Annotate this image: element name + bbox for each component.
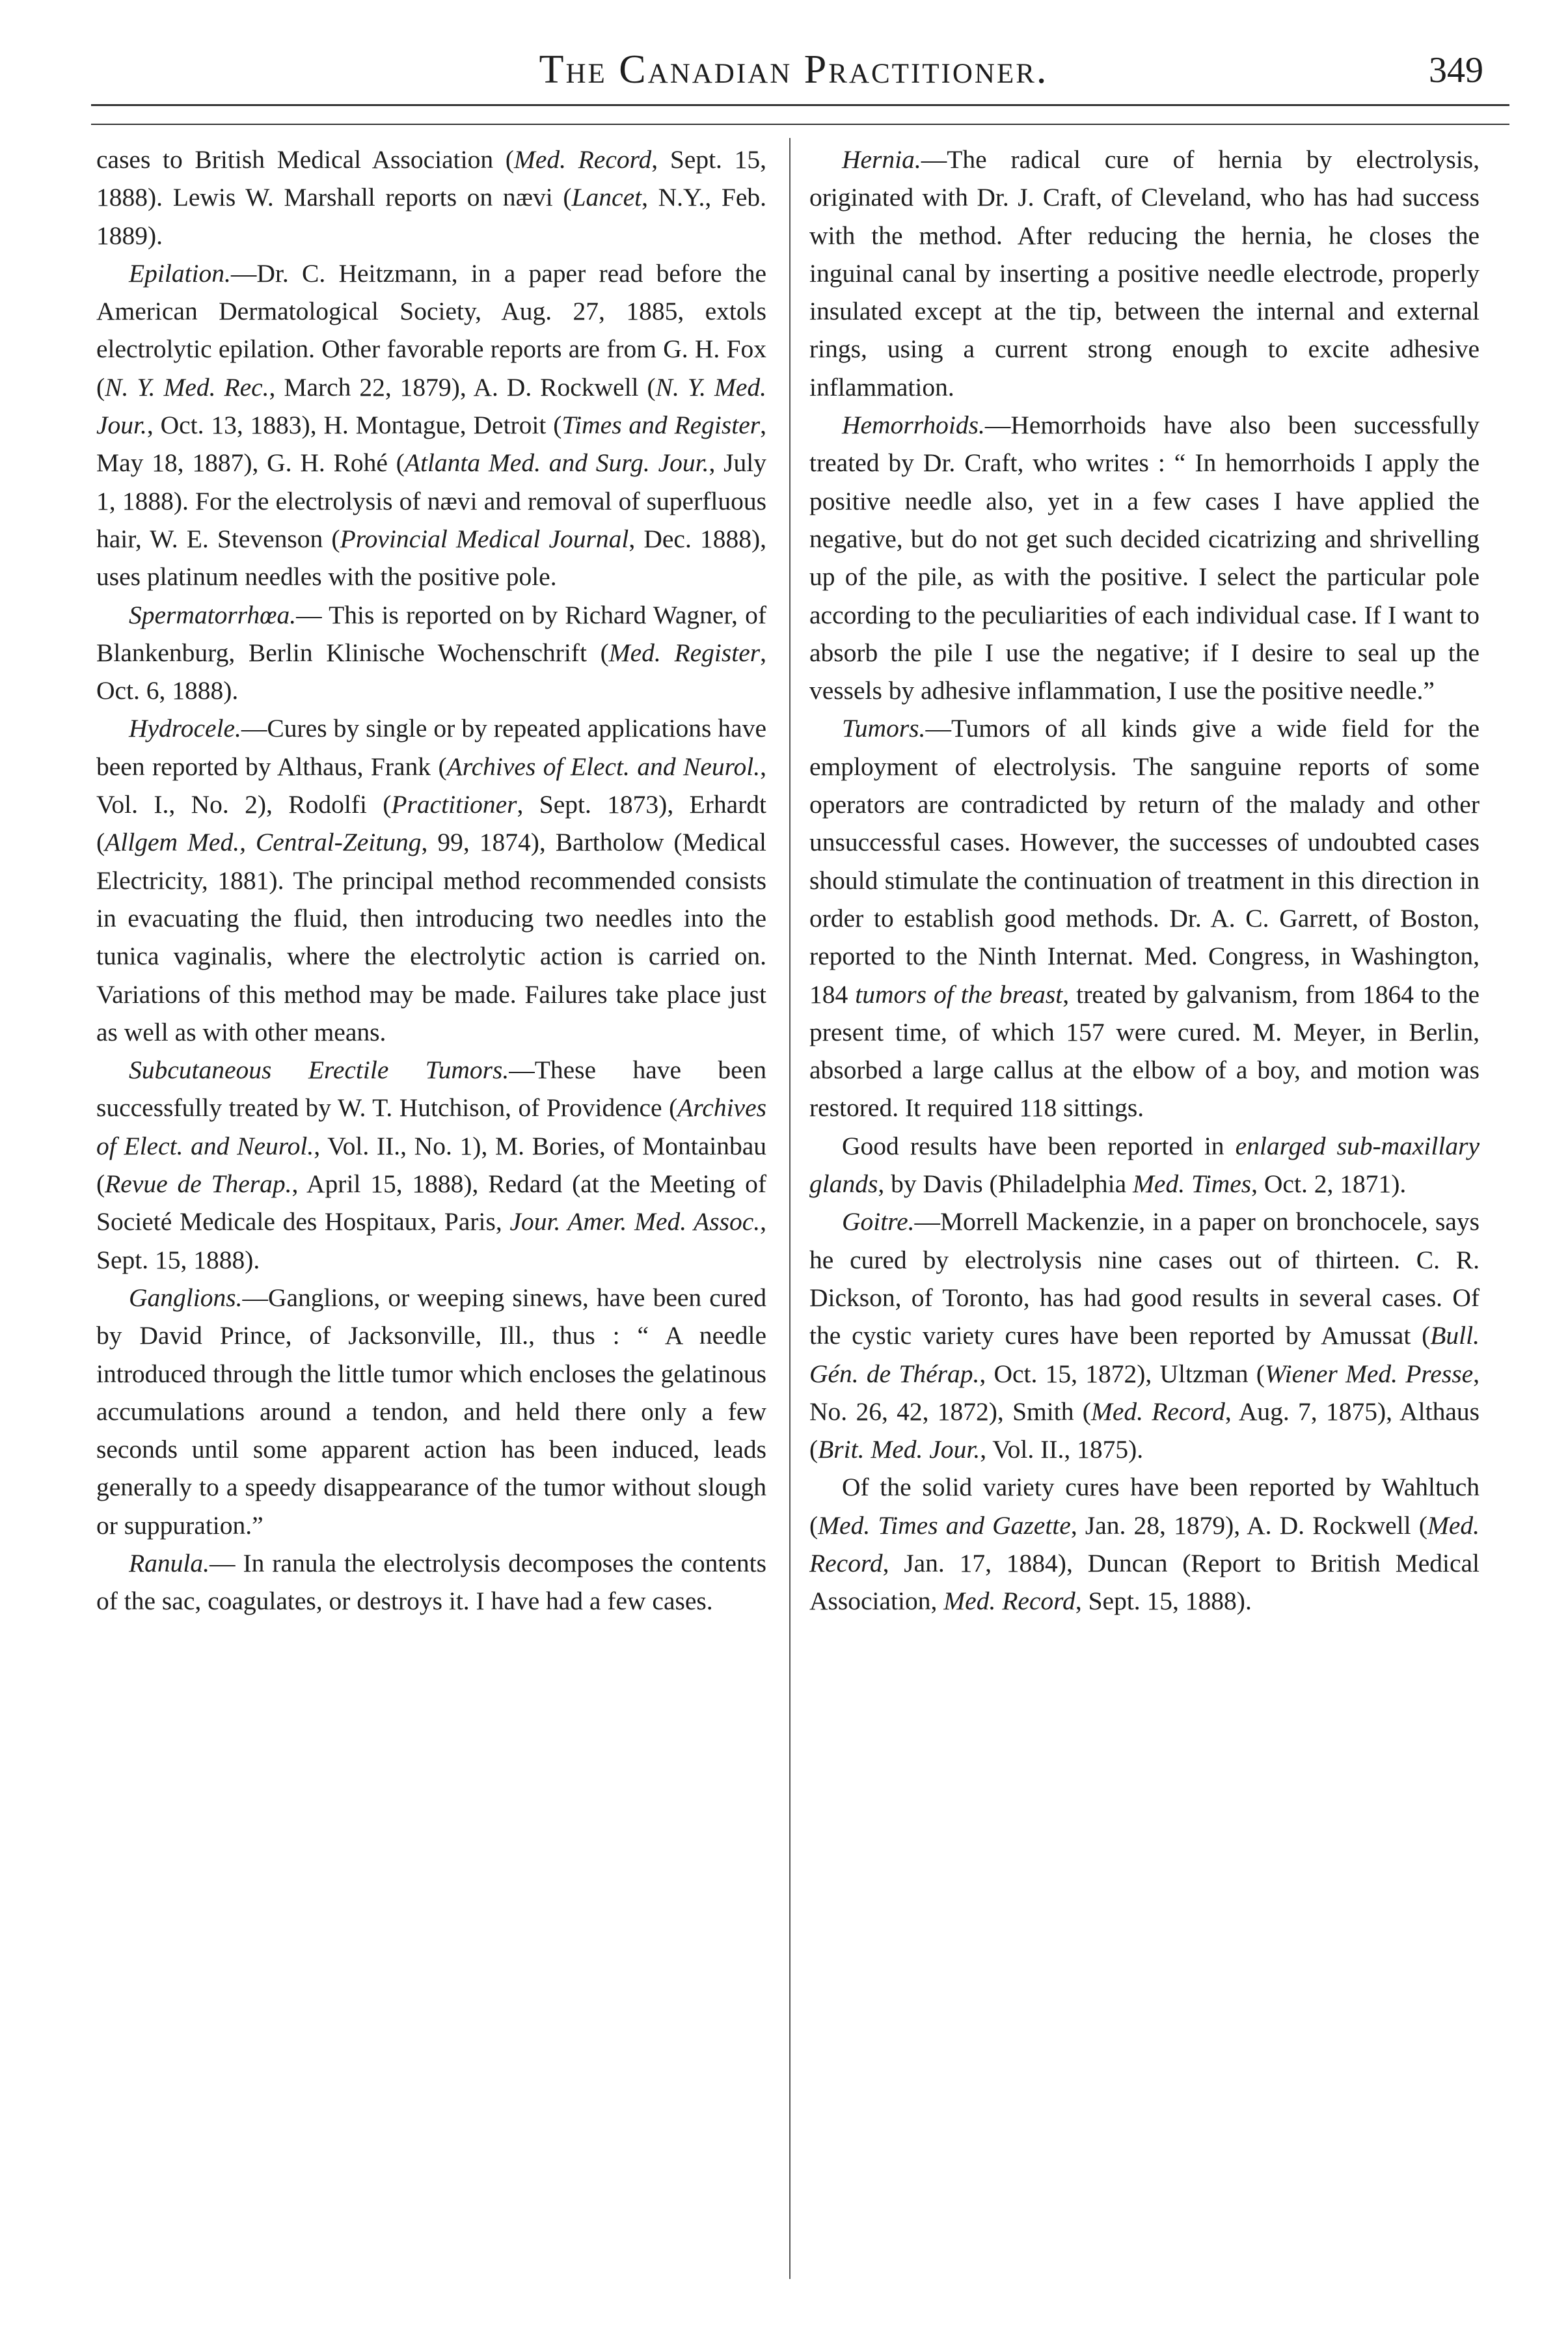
text-run: Of the solid variety cures have been reported by Wahltuch ( <box>809 1473 1480 1540</box>
paragraph <box>96 254 766 596</box>
section-heading: Epilation. <box>129 258 231 288</box>
text-run: Atlanta Med. and Surg. Jour. <box>404 448 709 478</box>
text-run: Bull. Gén. de Thérap. <box>809 1321 1480 1388</box>
text-run: — This is reported on by Richard Wagner, of Blankenburg, Berlin Klinische Wochenschrift ( <box>96 600 766 667</box>
text-run: Revue de Therap. <box>105 1169 292 1199</box>
paragraph <box>809 406 1480 709</box>
text-run: —These have been successfully treated by W. T. Hutchison, of Providence ( <box>96 1056 766 1123</box>
text-run: —Morrell Mackenzie, in a paper on bronchocele, says he cured by electrolysis nine cases out of thirteen. C. R. Dickson, of Toronto, has had good results in several cases. Of the cystic variety cures have been reported by Amussat ( <box>809 1207 1480 1350</box>
text-run: Jour. Amer. Med. Assoc. <box>509 1207 761 1236</box>
text-run: — In ranula the electrolysis decomposes the contents of the sac, coagulates, or destroys it. I have had a few cases. <box>96 1548 766 1616</box>
text-run: , March 22, 1879), A. D. Rockwell ( <box>269 372 656 402</box>
right-column <box>809 141 1480 1620</box>
text-run: —Dr. C. Heitzmann, in a paper read before the American Dermatological Society, Aug. 27, 1885, extols electrolytic epilation. Other favorable reports are from G. H. Fox ( <box>96 258 766 402</box>
paragraph <box>96 1279 766 1544</box>
text-run: N. Y. Med. Rec. <box>105 372 269 402</box>
text-run: N. Y. Med. Jour. <box>96 372 766 440</box>
section-heading: Spermatorrhœa. <box>129 600 297 629</box>
paragraph <box>96 709 766 1051</box>
text-run: enlarged sub-maxillary glands <box>809 1131 1480 1199</box>
section-heading: Subcutaneous Erectile Tumors. <box>129 1056 509 1085</box>
left-column <box>96 141 766 1620</box>
text-run: Good results have been reported in <box>842 1131 1236 1160</box>
paragraph <box>809 141 1480 406</box>
text-run: cases to British Medical Association ( <box>96 145 514 174</box>
text-run: , Sept. 15, 1888). Lewis W. Marshall reports on nævi ( <box>96 145 766 212</box>
paragraph <box>809 709 1480 1126</box>
text-run: Med. Times <box>1133 1169 1252 1199</box>
text-run: Practitioner <box>391 790 517 819</box>
paragraph <box>96 596 766 710</box>
text-run: , Oct. 13, 1883), H. Montague, Detroit ( <box>146 411 562 440</box>
page-number: 349 <box>1429 50 1483 90</box>
running-head <box>91 47 1496 99</box>
paragraph <box>96 141 766 254</box>
text-run: , Vol. II., No. 1), M. Bories, of Montainbau ( <box>96 1131 766 1199</box>
text-run: Lancet <box>571 183 642 212</box>
section-heading: Hernia. <box>842 145 921 174</box>
text-run: —Cures by single or by repeated applications have been reported by Althaus, Frank ( <box>96 714 766 781</box>
text-run: , No. 26, 42, 1872), Smith ( <box>809 1359 1480 1426</box>
text-run: , April 15, 1888), Redard (at the Meeting of Societé Medicale des Hospitaux, Paris, <box>96 1169 766 1236</box>
text-run: , by Davis (Philadelphia <box>878 1169 1133 1199</box>
text-run: Provincial Medical Journal <box>340 524 629 553</box>
text-run: Med. Record <box>513 145 652 174</box>
text-run: , Aug. 7, 1875), Althaus ( <box>809 1397 1480 1464</box>
section-heading: Goitre. <box>842 1207 915 1236</box>
paragraph <box>809 1468 1480 1620</box>
text-run: Med. Record <box>809 1510 1480 1577</box>
text-run: , 99, 1874), Bartholow (Medical Electricity, 1881). The principal method recommended consists in evacuating the fluid, then introducing two needles into the tunica vaginalis, where the electrolytic action is carried on. Variations of this method may be made. Failures take place just as well as with other means. <box>96 828 766 1046</box>
column-divider <box>789 138 791 2279</box>
section-heading: Hemorrhoids. <box>842 411 985 440</box>
section-heading: Hydrocele. <box>129 714 241 743</box>
section-heading: Ganglions. <box>129 1283 243 1312</box>
header-rule-thin <box>91 124 1509 125</box>
text-run: —Ganglions, or weeping sinews, have been cured by David Prince, of Jacksonville, Ill., thus : “ A needle introduced through the little tumor which encloses the gelatinous accumulations around a tendon, and held there only a few seconds until some apparent action has been induced, leads generally to a speedy disappearance of the tumor without slough or suppuration.” <box>96 1283 766 1540</box>
text-run: , Oct. 15, 1872), Ultzman ( <box>979 1359 1265 1388</box>
text-run: Med. Times and Gazette <box>818 1510 1071 1540</box>
text-run: Archives of Elect. and Neurol. <box>446 752 761 781</box>
text-run: , Sept. 15, 1888). <box>96 1207 766 1274</box>
text-run: , Sept. 15, 1888). <box>1075 1587 1252 1616</box>
text-run: —The radical cure of hernia by electrolysis, originated with Dr. J. Craft, of Cleveland, who has had success with the method. After reducing the hernia, he closes the inguinal canal by inserting a positive needle electrode, properly insulated except at the tip, between the internal and external rings, using a current strong enough to excite adhesive inflammation. <box>809 145 1480 402</box>
text-run: , treated by galvanism, from 1864 to the present time, of which 157 were cured. M. Meyer, in Berlin, absorbed a large callus at the elbow of a boy, and motion was restored. It required 118 sittings. <box>809 979 1480 1123</box>
text-run: Med. Register <box>608 638 761 667</box>
paragraph <box>809 1127 1480 1203</box>
text-run: , Jan. 28, 1879), A. D. Rockwell ( <box>1070 1510 1427 1540</box>
text-run: Brit. Med. Jour. <box>818 1435 980 1464</box>
text-run: Times and Register <box>561 411 761 440</box>
text-run: —Hemorrhoids have also been successfully treated by Dr. Craft, who writes : “ In hemorrhoids I apply the positive needle also, yet in a few cases I have applied the negative, but do not get such decided cicatrizing and shrivelling up of the pile, as with the positive. I select the particular pole according to the peculiarities of each individual case. If I want to absorb the pile I use the negative; if I desire to seal up the vessels by adhesive inflammation, I use the positive needle.” <box>809 411 1480 705</box>
header-rule-thick <box>91 104 1509 106</box>
text-run: Allgem Med., Central-Zeitung <box>105 828 422 857</box>
text-run: , Vol. II., 1875). <box>980 1435 1144 1464</box>
paragraph <box>809 1203 1480 1468</box>
section-heading: Tumors. <box>842 714 926 743</box>
text-run: , Dec. 1888), uses platinum needles with the positive pole. <box>96 524 766 592</box>
paragraph <box>96 1544 766 1620</box>
paragraph <box>96 1051 766 1279</box>
text-run: , N.Y., Feb. 1889). <box>96 183 766 250</box>
text-run: , Sept. 1873), Erhardt ( <box>96 790 766 857</box>
text-run: Med. Record <box>943 1587 1075 1616</box>
text-run: , Vol. I., No. 2), Rodolfi ( <box>96 752 766 819</box>
text-run: , May 18, 1887), G. H. Rohé ( <box>96 411 767 478</box>
running-title: The Canadian Practitioner. <box>539 48 1049 92</box>
text-run: , July 1, 1888). For the electrolysis of nævi and removal of superfluous hair, W. E. Stevenson ( <box>96 448 766 553</box>
text-run: , Jan. 17, 1884), Duncan (Report to British Medical Association, <box>809 1548 1480 1616</box>
text-run: , Oct. 6, 1888). <box>96 638 766 705</box>
text-run: , Oct. 2, 1871). <box>1251 1169 1407 1199</box>
section-heading: Ranula. <box>129 1548 210 1577</box>
text-run: Med. Record <box>1090 1397 1225 1426</box>
text-run: tumors of the breast <box>855 979 1063 1009</box>
text-run: Archives of Elect. and Neurol. <box>96 1093 766 1160</box>
text-run: —Tumors of all kinds give a wide field for the employment of electrolysis. The sanguine reports of some operators are contradicted by return of the malady and other unsuccessful cases. However, the successes of undoubted cases should stimulate the continuation of treatment in this direction in order to establish good methods. Dr. A. C. Garrett, of Boston, reported to the Ninth Internat. Med. Congress, in Washington, 184 <box>809 714 1480 1009</box>
text-run: Wiener Med. Presse <box>1264 1359 1474 1388</box>
